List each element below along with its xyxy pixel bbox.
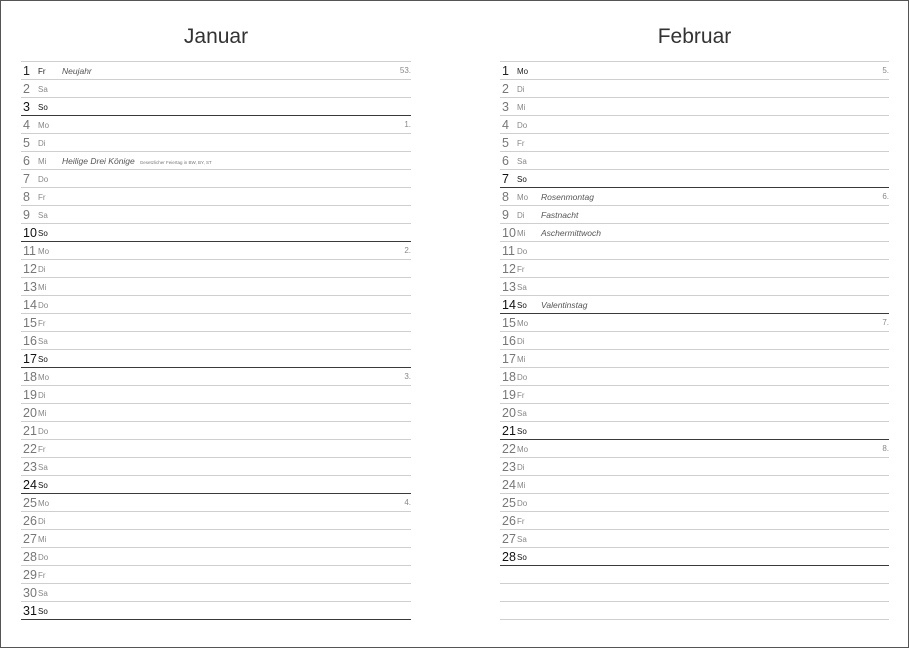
day-number: 13 (502, 280, 516, 294)
weekday-label: Di (517, 463, 525, 472)
weekday-label: Mi (38, 157, 47, 166)
holiday-label (541, 299, 587, 311)
weekday-label: Mo (517, 445, 529, 454)
day-number: 6 (23, 154, 30, 168)
weekday-label: Mo (517, 67, 529, 76)
day-row[interactable] (500, 80, 889, 98)
day-row[interactable] (500, 548, 889, 566)
weekday-label: Mo (38, 373, 50, 382)
weekday-label: Sa (38, 463, 48, 472)
day-number: 11 (502, 244, 515, 258)
weekday-label: So (38, 355, 48, 364)
weekday-label: Sa (517, 157, 527, 166)
day-list (21, 61, 411, 620)
day-row[interactable] (21, 368, 411, 386)
day-number: 15 (502, 316, 516, 330)
day-row[interactable] (500, 224, 889, 242)
day-row[interactable] (21, 224, 411, 242)
weekday-label: Do (38, 301, 49, 310)
weekday-label: Di (517, 211, 525, 220)
day-number: 5 (23, 136, 30, 150)
day-number: 23 (502, 460, 516, 474)
day-row[interactable] (500, 566, 889, 584)
day-row[interactable] (500, 260, 889, 278)
day-number: 15 (23, 316, 37, 330)
week-number: 2. (404, 246, 411, 255)
day-number: 18 (23, 370, 37, 384)
day-row[interactable] (21, 134, 411, 152)
day-row[interactable] (500, 350, 889, 368)
day-row[interactable] (500, 404, 889, 422)
weekday-label: Di (517, 85, 525, 94)
day-number: 13 (23, 280, 37, 294)
weekday-label: Mo (517, 319, 529, 328)
day-number: 3 (502, 100, 509, 114)
day-row[interactable] (21, 584, 411, 602)
day-number: 1 (23, 64, 30, 78)
weekday-label: Sa (38, 589, 48, 598)
day-row[interactable] (21, 530, 411, 548)
day-number: 1 (502, 64, 509, 78)
weekday-label: Fr (517, 139, 525, 148)
day-row[interactable] (21, 512, 411, 530)
day-row[interactable] (500, 62, 889, 80)
day-row[interactable] (500, 314, 889, 332)
holiday-name: Fastnacht (541, 210, 579, 220)
day-row[interactable] (500, 494, 889, 512)
day-number: 14 (502, 298, 516, 312)
weekday-label: Sa (38, 337, 48, 346)
day-row[interactable] (21, 494, 411, 512)
weekday-label: So (517, 427, 527, 436)
day-row[interactable] (21, 242, 411, 260)
weekday-label: Di (517, 337, 525, 346)
day-row[interactable] (21, 206, 411, 224)
day-number: 16 (23, 334, 37, 348)
weekday-label: Fr (38, 571, 46, 580)
day-row[interactable] (500, 386, 889, 404)
weekday-label: Mo (517, 193, 529, 202)
week-number: 7. (882, 318, 889, 327)
day-row[interactable] (500, 134, 889, 152)
weekday-label: Mi (38, 283, 47, 292)
weekday-label: Sa (517, 283, 527, 292)
day-row[interactable] (21, 260, 411, 278)
weekday-label: Fr (38, 319, 46, 328)
weekday-label: Di (38, 139, 46, 148)
day-number: 11 (23, 244, 36, 258)
day-row[interactable] (21, 314, 411, 332)
weekday-label: Mi (517, 481, 526, 490)
day-number: 18 (502, 370, 516, 384)
day-number: 25 (502, 496, 516, 510)
day-number: 7 (502, 172, 509, 186)
day-number: 19 (502, 388, 516, 402)
day-row[interactable] (500, 512, 889, 530)
weekday-label: Fr (38, 193, 46, 202)
day-number: 20 (502, 406, 516, 420)
day-row[interactable] (500, 422, 889, 440)
day-number: 8 (502, 190, 509, 204)
weekday-label: Sa (38, 85, 48, 94)
day-number: 17 (23, 352, 37, 366)
day-row[interactable] (500, 296, 889, 314)
weekday-label: Do (517, 247, 528, 256)
day-number: 21 (502, 424, 516, 438)
day-number: 3 (23, 100, 30, 114)
day-number: 8 (23, 190, 30, 204)
weekday-label: Do (517, 499, 528, 508)
weekday-label: Mi (38, 409, 47, 418)
weekday-label: Fr (517, 391, 525, 400)
day-number: 10 (23, 226, 37, 240)
week-number: 53. (399, 66, 411, 75)
day-row[interactable] (21, 350, 411, 368)
weekday-label: Fr (517, 265, 525, 274)
day-number: 24 (23, 478, 37, 492)
weekday-label: Mo (38, 121, 50, 130)
day-number: 20 (23, 406, 37, 420)
day-number: 14 (23, 298, 37, 312)
month-january (21, 1, 411, 620)
week-number: 4. (404, 498, 411, 507)
weekday-label: Mi (517, 229, 526, 238)
day-number: 7 (23, 172, 30, 186)
day-row[interactable] (21, 152, 411, 170)
holiday-name: Aschermittwoch (541, 228, 601, 238)
day-number: 22 (23, 442, 37, 456)
day-row[interactable] (500, 584, 889, 602)
day-number: 29 (23, 568, 37, 582)
weekday-label: Di (38, 517, 46, 526)
holiday-name: Valentinstag (541, 300, 588, 310)
day-number: 10 (502, 226, 516, 240)
day-number: 22 (502, 442, 516, 456)
day-row[interactable] (500, 368, 889, 386)
week-number: 6. (882, 192, 889, 201)
month-title: Februar (657, 25, 732, 48)
holiday-label (541, 191, 594, 203)
day-row[interactable] (21, 404, 411, 422)
day-number: 4 (23, 118, 30, 132)
weekday-label: Mo (38, 247, 50, 256)
day-row[interactable] (21, 296, 411, 314)
month-title: Januar (183, 25, 249, 48)
week-number: 1. (404, 120, 411, 129)
day-number: 21 (23, 424, 37, 438)
day-row[interactable] (21, 188, 411, 206)
weekday-label: Mi (517, 355, 526, 364)
day-list (500, 61, 889, 620)
holiday-name: Neujahr (62, 66, 92, 76)
day-row[interactable] (21, 170, 411, 188)
day-number: 16 (502, 334, 516, 348)
weekday-label: So (517, 553, 527, 562)
weekday-label: Mi (517, 103, 526, 112)
weekday-label: Do (517, 373, 528, 382)
day-row[interactable] (21, 98, 411, 116)
day-number: 28 (23, 550, 37, 564)
day-row[interactable] (500, 476, 889, 494)
day-row[interactable] (21, 62, 411, 80)
day-number: 24 (502, 478, 516, 492)
day-number: 4 (502, 118, 509, 132)
weekday-label: Fr (517, 517, 525, 526)
weekday-label: Di (38, 265, 46, 274)
day-number: 9 (23, 208, 30, 222)
weekday-label: Sa (517, 535, 527, 544)
day-row[interactable] (21, 332, 411, 350)
day-row[interactable] (21, 278, 411, 296)
day-row[interactable] (21, 80, 411, 98)
weekday-label: So (517, 301, 527, 310)
weekday-label: So (38, 103, 48, 112)
week-number: 5. (882, 66, 889, 75)
day-row[interactable] (500, 116, 889, 134)
day-row[interactable] (500, 98, 889, 116)
day-number: 31 (23, 604, 37, 618)
day-row[interactable] (21, 116, 411, 134)
holiday-label (62, 65, 92, 77)
weekday-label: Mo (38, 499, 50, 508)
day-number: 12 (502, 262, 516, 276)
weekday-label: Do (38, 553, 49, 562)
day-row[interactable] (21, 548, 411, 566)
day-row[interactable] (500, 188, 889, 206)
day-row[interactable] (500, 458, 889, 476)
day-row[interactable] (21, 476, 411, 494)
holiday-name: Heilige Drei Könige (62, 156, 135, 166)
weekday-label: Do (517, 121, 528, 130)
day-row[interactable] (21, 458, 411, 476)
day-row[interactable] (500, 242, 889, 260)
weekday-label: So (517, 175, 527, 184)
day-number: 17 (502, 352, 516, 366)
week-number: 8. (882, 444, 889, 453)
weekday-label: Do (38, 175, 49, 184)
day-row[interactable] (500, 170, 889, 188)
day-number: 27 (23, 532, 37, 546)
weekday-label: Di (38, 391, 46, 400)
weekday-label: Do (38, 427, 49, 436)
holiday-label (541, 227, 601, 239)
day-number: 26 (502, 514, 516, 528)
holiday-name: Rosenmontag (541, 192, 594, 202)
day-row[interactable] (21, 422, 411, 440)
holiday-label (62, 155, 212, 169)
day-number: 6 (502, 154, 509, 168)
day-number: 28 (502, 550, 516, 564)
day-number: 2 (502, 82, 509, 96)
weekday-label: Mi (38, 535, 47, 544)
weekday-label: Sa (38, 211, 48, 220)
holiday-label (541, 209, 578, 221)
day-number: 9 (502, 208, 509, 222)
day-row[interactable] (21, 566, 411, 584)
day-number: 23 (23, 460, 37, 474)
day-number: 5 (502, 136, 509, 150)
day-number: 2 (23, 82, 30, 96)
day-row[interactable] (21, 386, 411, 404)
day-row[interactable] (500, 530, 889, 548)
day-row[interactable] (500, 602, 889, 620)
day-row[interactable] (500, 332, 889, 350)
day-row[interactable] (500, 440, 889, 458)
day-number: 25 (23, 496, 37, 510)
day-number: 26 (23, 514, 37, 528)
weekday-label: So (38, 229, 48, 238)
holiday-note: Gesetzlicher Feiertag in BW, BY, ST (139, 160, 212, 165)
weekday-label: Fr (38, 67, 46, 76)
weekday-label: Fr (38, 445, 46, 454)
weekday-label: So (38, 481, 48, 490)
day-row[interactable] (500, 152, 889, 170)
day-number: 30 (23, 586, 37, 600)
day-number: 19 (23, 388, 37, 402)
day-number: 12 (23, 262, 37, 276)
weekday-label: Sa (517, 409, 527, 418)
month-february (500, 1, 889, 620)
weekday-label: So (38, 607, 48, 616)
day-row[interactable] (21, 602, 411, 620)
day-row[interactable] (500, 206, 889, 224)
day-number: 27 (502, 532, 516, 546)
day-row[interactable] (21, 440, 411, 458)
week-number: 3. (404, 372, 411, 381)
day-row[interactable] (500, 278, 889, 296)
